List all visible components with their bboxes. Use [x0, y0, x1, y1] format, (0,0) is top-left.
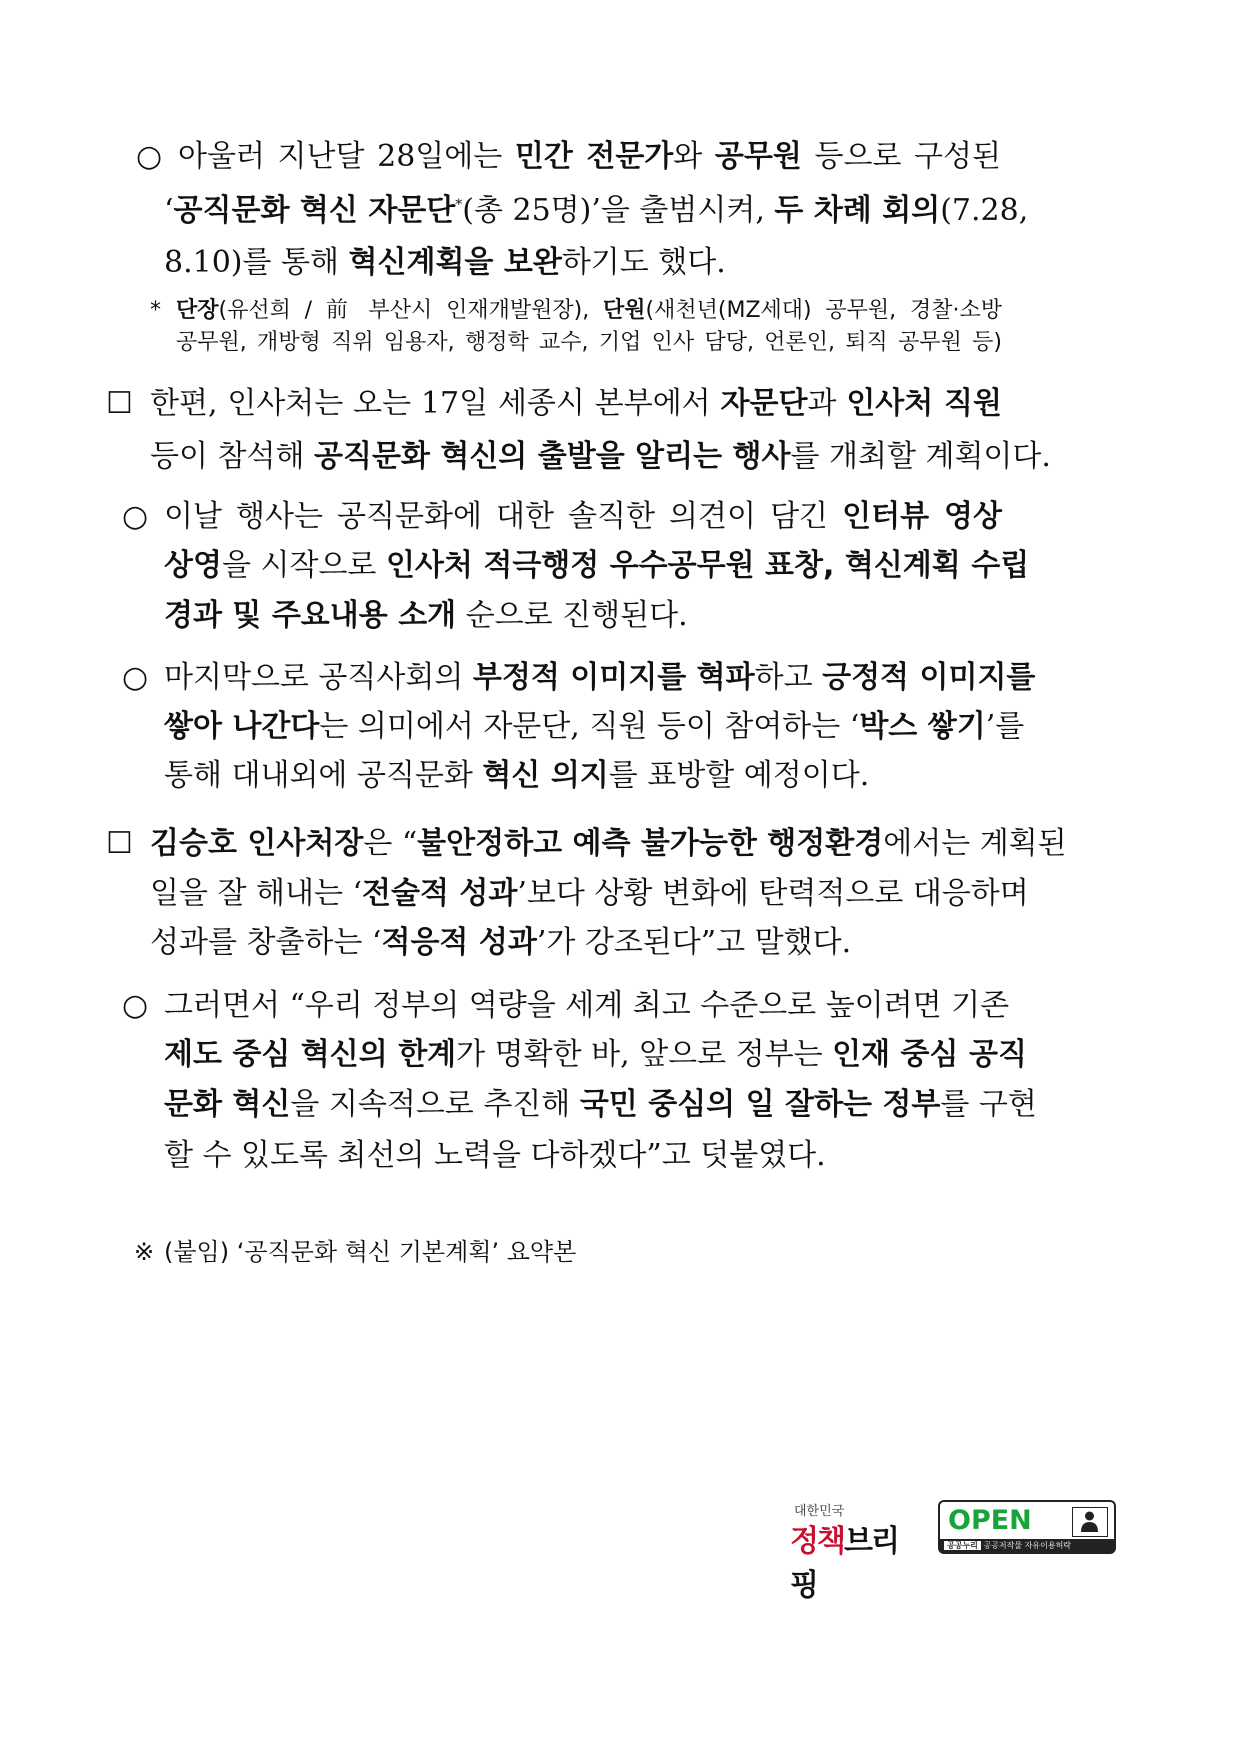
paragraph-line: [178, 137, 1001, 177]
bold-text-run: 인재 중심 공직: [832, 1037, 1027, 1072]
bullet-circle: ○: [136, 139, 163, 174]
footer-logos: [790, 1500, 1120, 1603]
bold-text-run: 김승호 인사처장: [150, 826, 364, 861]
paragraph-line: [164, 707, 1025, 747]
paragraph-line: [150, 923, 851, 963]
text-run: 를 개최할 계획이다.: [790, 439, 1051, 474]
text-run: 등이 참석해: [150, 439, 314, 474]
paragraph-line: [150, 874, 1029, 914]
bold-text-run: 민간 전문가: [514, 139, 674, 174]
text-run: 순으로 진행된다.: [456, 598, 688, 633]
bold-text-run: 두 차례 회의: [774, 193, 941, 228]
bold-text-run: 단장: [176, 298, 219, 323]
paragraph-line: [150, 437, 1051, 477]
paragraph-line: [164, 191, 1029, 231]
text-run: (총 25명)’을 출범시켜,: [462, 193, 775, 228]
text-run: 그러면서 “우리 정부의 역량을 세계 최고 수준으로 높이려면 기존: [164, 988, 1010, 1023]
paragraph-line: [164, 756, 869, 796]
bold-text-run: 제도 중심 혁신의 한계: [164, 1037, 457, 1072]
footnote-ref-mark: *: [455, 197, 463, 213]
kogl-label: 공공누리: [944, 1541, 981, 1550]
bold-text-run: 공직문화 혁신 자문단: [173, 193, 456, 228]
note-mark: ※: [134, 1238, 155, 1266]
text-run: 에서는 계획된: [883, 826, 1067, 861]
text-run: 을 지속적으로 추진해: [290, 1087, 580, 1122]
text-run: 가 명확한 바, 앞으로 정부는: [456, 1037, 833, 1072]
bold-text-run: 부정적 이미지를 혁파: [472, 660, 755, 695]
text-run: 성과를 창출하는 ‘: [150, 925, 382, 960]
bold-text-run: 경과 및 주요내용 소개: [164, 598, 457, 633]
bold-text-run: 박스 쌓기: [859, 709, 986, 744]
briefing-logo-small-text: 대한민국: [794, 1504, 845, 1519]
open-logo-word: OPEN: [948, 1505, 1032, 1536]
text-run: (7.28,: [940, 193, 1029, 228]
bold-text-run: 단원: [603, 298, 646, 323]
bullet-square: ☐: [106, 386, 133, 421]
text-run: ’보다 상황 변화에 탄력적으로 대응하며: [517, 876, 1029, 911]
briefing-logo-text: [790, 1516, 920, 1604]
text-run: 는 의미에서 자문단, 직원 등이 참여하는 ‘: [319, 709, 860, 744]
paragraph-line: [150, 384, 1002, 424]
paragraph-line: [164, 546, 1030, 586]
bold-text-run: 공직문화 혁신의 출발을 알리는 행사: [313, 439, 791, 474]
text-run: 를 구현: [940, 1087, 1037, 1122]
text-run: 를 표방할 예정이다.: [608, 758, 870, 793]
paragraph-line: [164, 1085, 1037, 1125]
paragraph-line: [164, 243, 726, 283]
text-run: 공무원, 개방형 직위 임용자, 행정학 교수, 기업 인사 담당, 언론인, 퇴직 공무원 등): [176, 330, 1002, 355]
bold-text-run: 혁신계획을 보완: [348, 245, 562, 280]
text-run: 할 수 있도록 최선의 노력을 다하겠다”고 덧붙였다.: [164, 1138, 826, 1173]
text-run: 하기도 했다.: [561, 245, 726, 280]
bullet-circle: ○: [122, 660, 149, 695]
text-run: (유선희 / 前 부산시 인재개발원장),: [218, 298, 604, 323]
paragraph-line: [164, 497, 1002, 537]
attribution-icon: [1072, 1507, 1108, 1537]
text-run: 이날 행사는 공직문화에 대한 솔직한 의견이 담긴: [164, 499, 843, 534]
bullet-square: ☐: [106, 826, 133, 861]
text-run: 아울러 지난달 28일에는: [178, 139, 515, 174]
text-run: 과: [807, 386, 847, 421]
paragraph-line: [150, 824, 1067, 864]
bold-text-run: 적응적 성과: [381, 925, 537, 960]
kogl-open-license-badge: [938, 1500, 1116, 1554]
footnote-line: [176, 327, 1002, 359]
text-run: 일을 잘 해내는 ‘: [150, 876, 363, 911]
text-run: 마지막으로 공직사회의: [164, 660, 473, 695]
paragraph-line: [164, 596, 688, 636]
paragraph-line: [164, 986, 1010, 1026]
bold-text-run: 문화 혁신: [164, 1087, 291, 1122]
bold-text-run: 불안정하고 예측 불가능한 행정환경: [417, 826, 884, 861]
bold-text-run: 자문단: [720, 386, 808, 421]
paragraph-line: [164, 1035, 1027, 1075]
text-run: 하고: [754, 660, 823, 695]
briefing-logo-red-part: 정책: [790, 1524, 844, 1559]
footnote-asterisk: *: [150, 298, 161, 323]
bullet-circle: ○: [122, 499, 149, 534]
text-run: 8.10)를 통해: [164, 245, 349, 280]
bold-text-run: 인사처 적극행정 우수공무원 표창, 혁신계획 수립: [385, 548, 1030, 583]
text-run: ‘: [164, 193, 174, 228]
bold-text-run: 혁신 의지: [482, 758, 609, 793]
text-run: 통해 대내외에 공직문화: [164, 758, 483, 793]
footnote-line: [176, 295, 1002, 327]
text-run: ’가 강조된다”고 말했다.: [536, 925, 852, 960]
bold-text-run: 인터뷰 영상: [842, 499, 1002, 534]
kogl-description: 공공저작물 자유이용허락: [983, 1541, 1072, 1550]
bold-text-run: 쌓아 나간다: [164, 709, 320, 744]
text-run: 은 “: [363, 826, 418, 861]
open-logo-text: [948, 1505, 1032, 1536]
text-run: (새천년(MZ세대) 공무원, 경찰·소방: [645, 298, 1002, 323]
text-run: 을 시작으로: [221, 548, 386, 583]
paragraph-line: [164, 658, 1036, 698]
text-run: 한편, 인사처는 오는 17일 세종시 본부에서: [150, 386, 721, 421]
text-run: 와: [673, 139, 715, 174]
bold-text-run: 인사처 직원: [846, 386, 1002, 421]
briefing-logo-black-part: 브리핑: [790, 1524, 898, 1603]
bold-text-run: 국민 중심의 일 잘하는 정부: [579, 1087, 941, 1122]
bold-text-run: 긍정적 이미지를: [822, 660, 1036, 695]
text-run: ’를: [985, 709, 1025, 744]
bold-text-run: 공무원: [714, 139, 802, 174]
attachment-note: (붙임) ‘공직문화 혁신 기본계획’ 요약본: [164, 1238, 577, 1266]
text-run: 등으로 구성된: [801, 139, 1001, 174]
open-license-bar: [940, 1539, 1114, 1552]
bullet-circle: ○: [122, 988, 149, 1023]
bold-text-run: 상영: [164, 548, 222, 583]
paragraph-line: [164, 1136, 826, 1176]
bold-text-run: 전술적 성과: [362, 876, 518, 911]
policy-briefing-logo: [790, 1500, 920, 1603]
